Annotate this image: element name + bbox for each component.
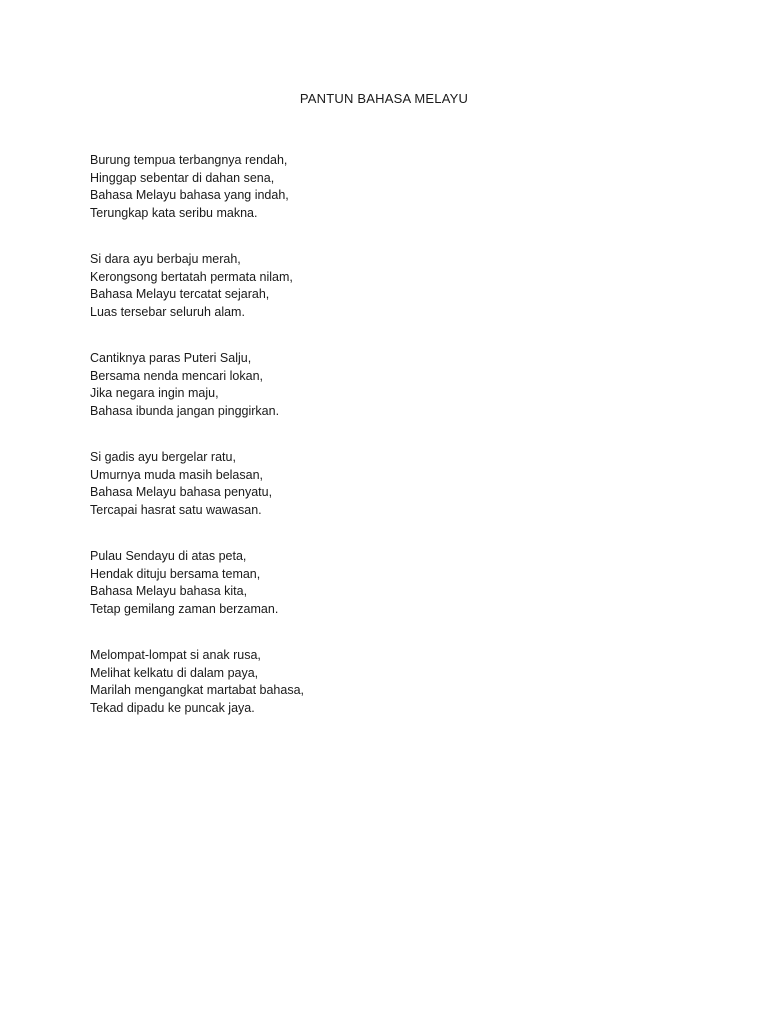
stanza-line: Kerongsong bertatah permata nilam, [90, 269, 293, 284]
stanza-line: Bahasa Melayu tercatat sejarah, [90, 287, 270, 301]
stanza-line: Hendak dituju bersama teman, [90, 566, 261, 581]
pantun-body [90, 152, 690, 746]
page-title: PANTUN BAHASA MELAYU [299, 91, 469, 106]
stanza-5 [90, 548, 690, 618]
stanza-line: Burung tempua terbangnya rendah, [90, 153, 288, 167]
stanza-line: Si gadis ayu bergelar ratu, [90, 450, 236, 464]
stanza-line: Bahasa Melayu bahasa yang indah, [90, 188, 289, 202]
stanza-line: Bahasa Melayu bahasa kita, [90, 584, 248, 598]
stanza-line: Tercapai hasrat satu wawasan. [90, 502, 262, 517]
stanza-6 [90, 647, 690, 717]
stanza-1 [90, 152, 690, 222]
stanza-line: Bersama nenda mencari lokan, [90, 368, 264, 383]
stanza-line: Melompat-lompat si anak rusa, [90, 648, 261, 662]
stanza-line: Terungkap kata seribu makna. [90, 205, 258, 220]
stanza-line: Bahasa ibunda jangan pinggirkan. [90, 403, 280, 418]
stanza-4 [90, 449, 690, 519]
stanza-line: Bahasa Melayu bahasa penyatu, [90, 485, 273, 499]
stanza-3 [90, 350, 690, 420]
stanza-line: Tekad dipadu ke puncak jaya. [90, 700, 255, 715]
stanza-line: Marilah mengangkat martabat bahasa, [90, 683, 305, 697]
stanza-line: Umurnya muda masih belasan, [90, 467, 263, 482]
stanza-line: Cantiknya paras Puteri Salju, [90, 351, 252, 365]
stanza-line: Jika negara ingin maju, [90, 386, 219, 400]
stanza-2 [90, 251, 690, 321]
stanza-line: Luas tersebar seluruh alam. [90, 304, 245, 319]
stanza-line: Si dara ayu berbaju merah, [90, 252, 241, 266]
stanza-line: Tetap gemilang zaman berzaman. [90, 601, 279, 616]
stanza-line: Pulau Sendayu di atas peta, [90, 549, 247, 563]
stanza-line: Melihat kelkatu di dalam paya, [90, 665, 259, 680]
stanza-line: Hinggap sebentar di dahan sena, [90, 170, 275, 185]
